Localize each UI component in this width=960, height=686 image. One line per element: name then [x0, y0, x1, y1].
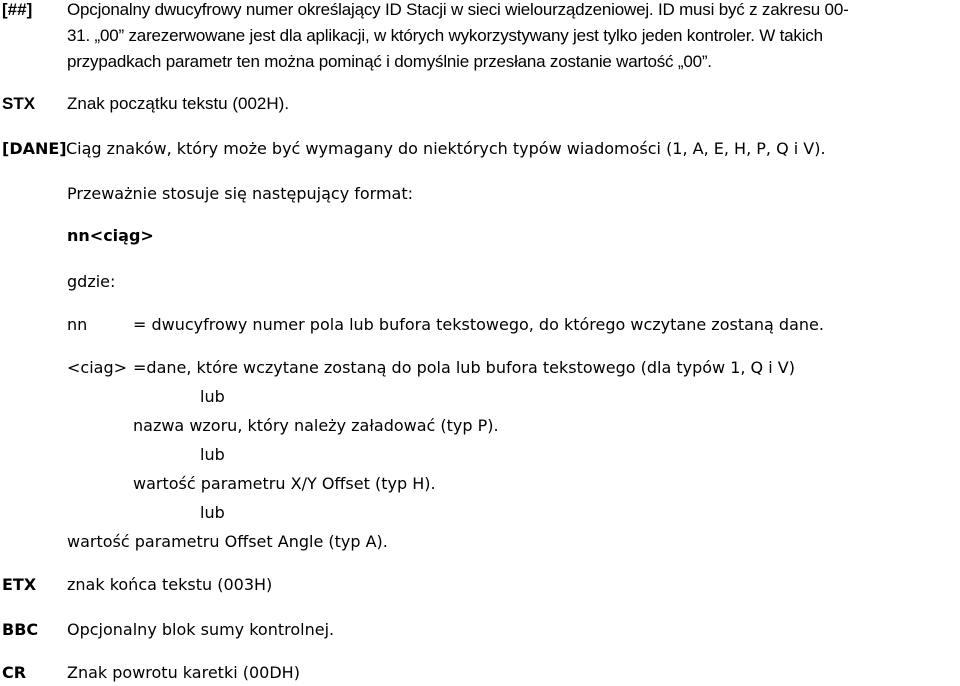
or-separator-1: lub	[200, 387, 225, 406]
id-description-line-3: przypadkach parametr ten można pominąć i domyślnie przesłana zostanie wartość „00”.	[67, 52, 712, 71]
bbc-description: Opcjonalny blok sumy kontrolnej.	[67, 620, 335, 639]
term-cr: CR	[2, 663, 27, 682]
where-label: gdzie:	[67, 272, 116, 291]
dane-description: Ciąg znaków, który może być wymagany do niektórych typów wiadomości (1, A, E, H, P, Q i V).	[66, 139, 826, 158]
offset-angle-text: wartość parametru Offset Angle (typ A).	[67, 532, 388, 551]
or-separator-3: lub	[200, 503, 225, 522]
pattern-name-text: nazwa wzoru, który należy załadować (typ P).	[133, 416, 499, 435]
format-pattern: nn<ciąg>	[67, 226, 154, 245]
ciag-label: <ciag>	[67, 358, 128, 377]
id-description-line-2: 31. „00” zarezerwowane jest dla aplikacji, w których wykorzystywany jest tylko jeden kontroler. W takich	[67, 26, 823, 45]
term-dane: [DANE]	[2, 139, 67, 158]
nn-label: nn	[67, 315, 88, 334]
or-separator-2: lub	[200, 445, 225, 464]
id-description-line-1: Opcjonalny dwucyfrowy numer określający ID Stacji w sieci wielourządzeniowej. ID musi być z zakresu 00-	[67, 0, 849, 19]
format-intro: Przeważnie stosuje się następujący format:	[67, 184, 414, 203]
offset-xy-text: wartość parametru X/Y Offset (typ H).	[133, 474, 436, 493]
term-bbc: BBC	[2, 620, 39, 639]
stx-description: Znak początku tekstu (002H).	[67, 94, 290, 113]
term-etx: ETX	[2, 575, 37, 594]
nn-description: = dwucyfrowy numer pola lub bufora tekstowego, do którego wczytane zostaną dane.	[133, 315, 824, 334]
term-stx: STX	[2, 94, 36, 113]
etx-description: znak końca tekstu (003H)	[67, 575, 273, 594]
ciag-description: =dane, które wczytane zostaną do pola lub bufora tekstowego (dla typów 1, Q i V)	[133, 358, 795, 377]
cr-description: Znak powrotu karetki (00DH)	[67, 663, 300, 682]
term-id: [##]	[2, 0, 33, 19]
